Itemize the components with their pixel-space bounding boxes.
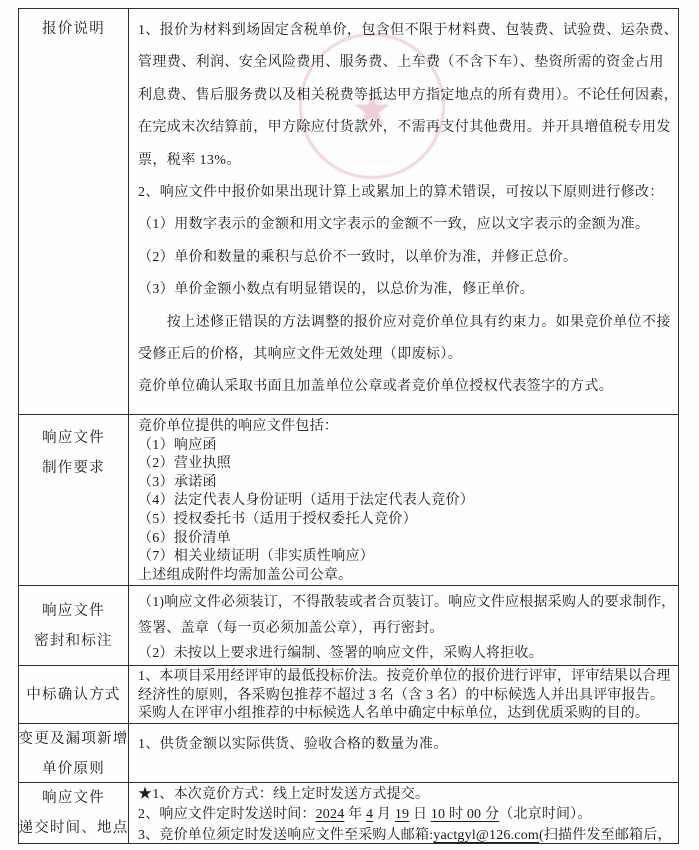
quotation-info-table xyxy=(18,8,679,844)
content-line: 1、本项目采用经评审的最低投标价法。按竞价单位的报价进行评审，评审结果以合理 xyxy=(138,669,671,684)
content-line: （2）营业执照 xyxy=(138,456,232,472)
content-line: 竞价单位提供的响应文件包括： xyxy=(138,419,339,434)
row-content-cell xyxy=(129,415,678,585)
row-label-line: 响应文件 xyxy=(42,790,105,806)
content-line: （7）相关业绩证明（非实质性响应） xyxy=(138,549,375,565)
content-line: 票，税率 13%。 xyxy=(138,152,241,168)
content-line: （3）单价金额小数点有明显错误的，以总价为准，修正单价。 xyxy=(138,282,535,298)
row-label-cell xyxy=(19,724,129,784)
content-line: 签署、盖章（每一页必须加盖公章），再行密封。 xyxy=(138,620,444,636)
table-row xyxy=(19,585,678,665)
row-label-line: 变更及漏项新增 xyxy=(18,731,129,747)
row-label-cell xyxy=(19,9,129,414)
content-segment: 月 xyxy=(373,807,395,823)
content-line: 经济性的原则，各采购包推荐不超过 3 名（含 3 名）的中标候选人并出具评审报告。 xyxy=(138,687,665,703)
content-line: 按上述修正错误的方法调整的报价应对竞价单位具有约束力。如果竞价单位不接 xyxy=(138,314,671,330)
content-line: 受修正后的价格，其响应文件无效处理（即废标）。 xyxy=(138,347,463,363)
row-content-cell xyxy=(129,9,678,414)
content-line: 管理费、利润、安全风险费用、服务费、上车费（不含下车）、垫资所需的资金占用 xyxy=(138,55,664,71)
content-line: 1、报价为材料到场固定含税单价，包含但不限于材料费、包装费、试验费、运杂费、 xyxy=(138,23,678,38)
row-label-cell xyxy=(19,666,129,723)
content-segment: 2、响应文件定时发送时间： xyxy=(138,807,316,823)
table-row xyxy=(19,414,678,585)
content-line: 采购人在评审小组推荐的中标候选人名单中确定中标单位，达到优质采购的目的。 xyxy=(138,706,650,722)
content-line: （1)响应文件必须装订，不得散装或者合页装订。响应文件应根据采购人的要求制作， xyxy=(138,595,676,610)
content-segment: 4 xyxy=(366,807,374,823)
row-label-line: 制作要求 xyxy=(42,460,105,476)
row-label-cell xyxy=(19,415,129,585)
row-label-line: 单价原则 xyxy=(42,761,105,777)
content-line: 上述组成附件均需加盖公司公章。 xyxy=(138,567,353,583)
row-content-cell xyxy=(129,586,678,665)
content-line: ★1、本次竞价方式：线上定时发送方式提交。 xyxy=(138,787,430,802)
procurement-email: yactgyl@126.com xyxy=(433,827,539,843)
row-label-line: 报价说明 xyxy=(42,21,105,37)
row-label-line: 响应文件 xyxy=(42,602,105,619)
seal-star-icon: ★ xyxy=(351,84,393,135)
table-row xyxy=(19,782,678,843)
row-label-cell xyxy=(19,783,129,843)
content-line: 2、响应文件中报价如果出现计算上或累加上的算术错误，可按以下原则进行修改： xyxy=(138,185,664,201)
content-segment: 年 xyxy=(344,807,367,823)
table-row xyxy=(19,9,678,414)
table-row xyxy=(19,723,678,782)
content-segment: 10 时 00 分 xyxy=(430,807,500,823)
content-line: （6）报价清单 xyxy=(138,530,232,546)
content-segment: 日 xyxy=(409,807,431,823)
content-line: （2）单价和数量的乘积与总价不一致时，以单价为准，并修正总价。 xyxy=(138,249,578,265)
content-line: （3）承诺函 xyxy=(138,474,217,490)
content-segment: 3、竞价单位须定时发送响应文件至采购人邮箱: xyxy=(138,827,434,843)
table-row xyxy=(19,665,678,723)
content-line: （2）未按以上要求进行编制、签署的响应文件，采购人将拒收。 xyxy=(138,646,543,661)
content-line: 竞价单位确认采取书面且加盖单位公章或者竞价单位授权代表签字的方式。 xyxy=(138,379,614,395)
content-line xyxy=(138,805,670,825)
content-segment: 2024 xyxy=(315,807,345,823)
content-segment: 19 xyxy=(394,807,410,823)
content-line: 1、供货金额以实际供货、验收合格的数量为准。 xyxy=(138,737,448,752)
content-segment: （北京时间）。 xyxy=(499,807,592,823)
content-line xyxy=(138,826,670,843)
row-content-cell xyxy=(129,666,678,723)
content-segment: (扫描件发至邮箱后， xyxy=(539,827,672,843)
content-line: 利息费、售后服务费以及相关税费等抵达甲方指定地点的所有费用）。不论任何因素， xyxy=(138,87,678,103)
row-label-line: 递交时间、地点 xyxy=(18,820,129,836)
content-line: （1）响应函 xyxy=(138,437,217,453)
content-line: （5）授权委托书（适用于授权委托人竞价） xyxy=(138,511,417,527)
content-line: 在完成末次结算前，甲方除应付货款外，不需再支付其他费用。并开具增值税专用发 xyxy=(138,120,671,136)
row-content-cell xyxy=(129,783,678,843)
row-label-line: 中标确认方式 xyxy=(26,686,121,703)
row-label-line: 密封和标注 xyxy=(34,632,113,649)
row-content-cell xyxy=(129,724,678,784)
row-label-cell xyxy=(19,586,129,665)
row-label-line: 响应文件 xyxy=(42,430,105,446)
content-line: （1）用数字表示的金额和用文字表示的金额不一致，应以文字表示的金额为准。 xyxy=(138,217,650,233)
seal-arc-text: ˘˘˘˘˘˘˘˘ xyxy=(353,159,391,168)
content-line: （4）法定代表人身份证明（适用于法定代表人竞价） xyxy=(138,493,475,509)
